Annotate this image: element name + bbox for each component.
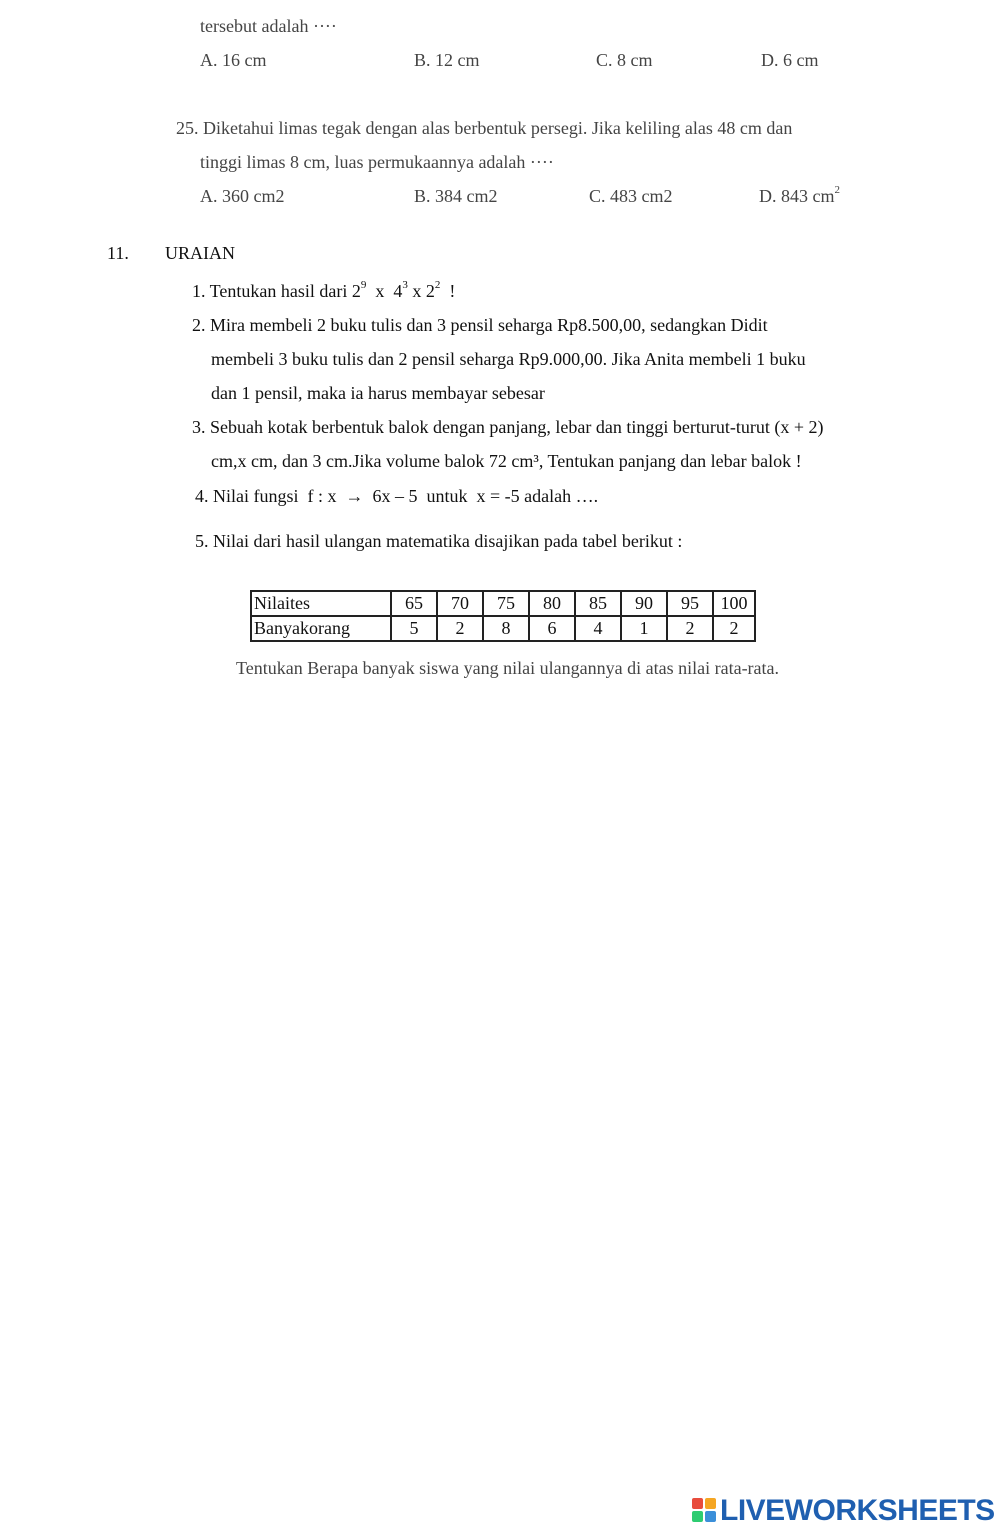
q24-option-a: A. 16 cm: [200, 50, 267, 70]
liveworksheets-logo-text: LIVEWORKSHEETS: [720, 1494, 995, 1527]
essay-q3-line-2: cm,x cm, dan 3 cm.Jika volume balok 72 cm³, Tentukan panjang dan lebar balok !: [211, 451, 802, 471]
table-cell: 95: [667, 591, 713, 616]
q24-option-c: C. 8 cm: [596, 50, 653, 70]
essay-q1-sup-1: 9: [360, 279, 367, 291]
q25-option-c: C. 483 cm2: [589, 186, 673, 206]
essay-q2-line-1: 2. Mira membeli 2 buku tulis dan 3 pensil seharga Rp8.500,00, sedangkan Didit: [192, 315, 768, 335]
table-cell: 85: [575, 591, 621, 616]
q25-option-d: [759, 186, 840, 207]
q24-option-d: D. 6 cm: [761, 50, 819, 70]
essay-q1: [192, 281, 455, 302]
table-cell: 90: [621, 591, 667, 616]
essay-q1-sup-3: 2: [434, 279, 441, 291]
table-cell: 6: [529, 616, 575, 641]
q25-option-d-text: D. 843 cm: [759, 186, 835, 206]
section-title: URAIAN: [165, 243, 235, 263]
essay-q4: 4. Nilai fungsi f : x → 6x – 5 untuk x = -5 adalah ….: [195, 486, 599, 506]
q25-option-d-sup: 2: [834, 184, 840, 196]
table-cell: 2: [437, 616, 483, 641]
q25-line-2: tinggi limas 8 cm, luas permukaannya adalah ····: [200, 152, 554, 172]
table-row-header: Banyakorang: [251, 616, 391, 641]
q25-line-1: 25. Diketahui limas tegak dengan alas berbentuk persegi. Jika keliling alas 48 cm dan: [176, 118, 793, 138]
table-cell: 70: [437, 591, 483, 616]
q25-option-a: A. 360 cm2: [200, 186, 285, 206]
essay-q1-mid-2: x 2: [407, 281, 435, 301]
q24-option-b: B. 12 cm: [414, 50, 480, 70]
q24-tail: tersebut adalah ····: [200, 16, 337, 36]
table-row-counts: [251, 616, 755, 641]
table-cell: 1: [621, 616, 667, 641]
table-cell: 2: [713, 616, 755, 641]
table-cell: 2: [667, 616, 713, 641]
essay-q5-intro: 5. Nilai dari hasil ulangan matematika disajikan pada tabel berikut :: [195, 531, 683, 551]
q25-option-b: B. 384 cm2: [414, 186, 498, 206]
table-row-header: Nilaites: [251, 591, 391, 616]
table-cell: 65: [391, 591, 437, 616]
table-cell: 4: [575, 616, 621, 641]
table-cell: 80: [529, 591, 575, 616]
essay-q1-sup-2: 3: [402, 279, 408, 291]
essay-q1-mid-1: x 4: [366, 281, 403, 301]
table-cell: 75: [483, 591, 529, 616]
table-cell: 5: [391, 616, 437, 641]
liveworksheets-logo-icon: [692, 1498, 718, 1524]
essay-q3-line-1: 3. Sebuah kotak berbentuk balok dengan panjang, lebar dan tinggi berturut-turut (x + 2): [192, 417, 824, 437]
liveworksheets-logo: [692, 1494, 995, 1528]
essay-q1-suffix: !: [440, 281, 456, 301]
section-number: 11.: [107, 243, 129, 263]
table-cell: 100: [713, 591, 755, 616]
table-row-scores: [251, 591, 755, 616]
score-table: [250, 590, 756, 642]
essay-q5-question: Tentukan Berapa banyak siswa yang nilai ulangannya di atas nilai rata-rata.: [236, 658, 780, 678]
essay-q1-prefix: 1. Tentukan hasil dari 2: [192, 281, 361, 301]
table-cell: 8: [483, 616, 529, 641]
essay-q2-line-2: membeli 3 buku tulis dan 2 pensil seharga Rp9.000,00. Jika Anita membeli 1 buku: [211, 349, 806, 369]
essay-q2-line-3: dan 1 pensil, maka ia harus membayar sebesar: [211, 383, 545, 403]
